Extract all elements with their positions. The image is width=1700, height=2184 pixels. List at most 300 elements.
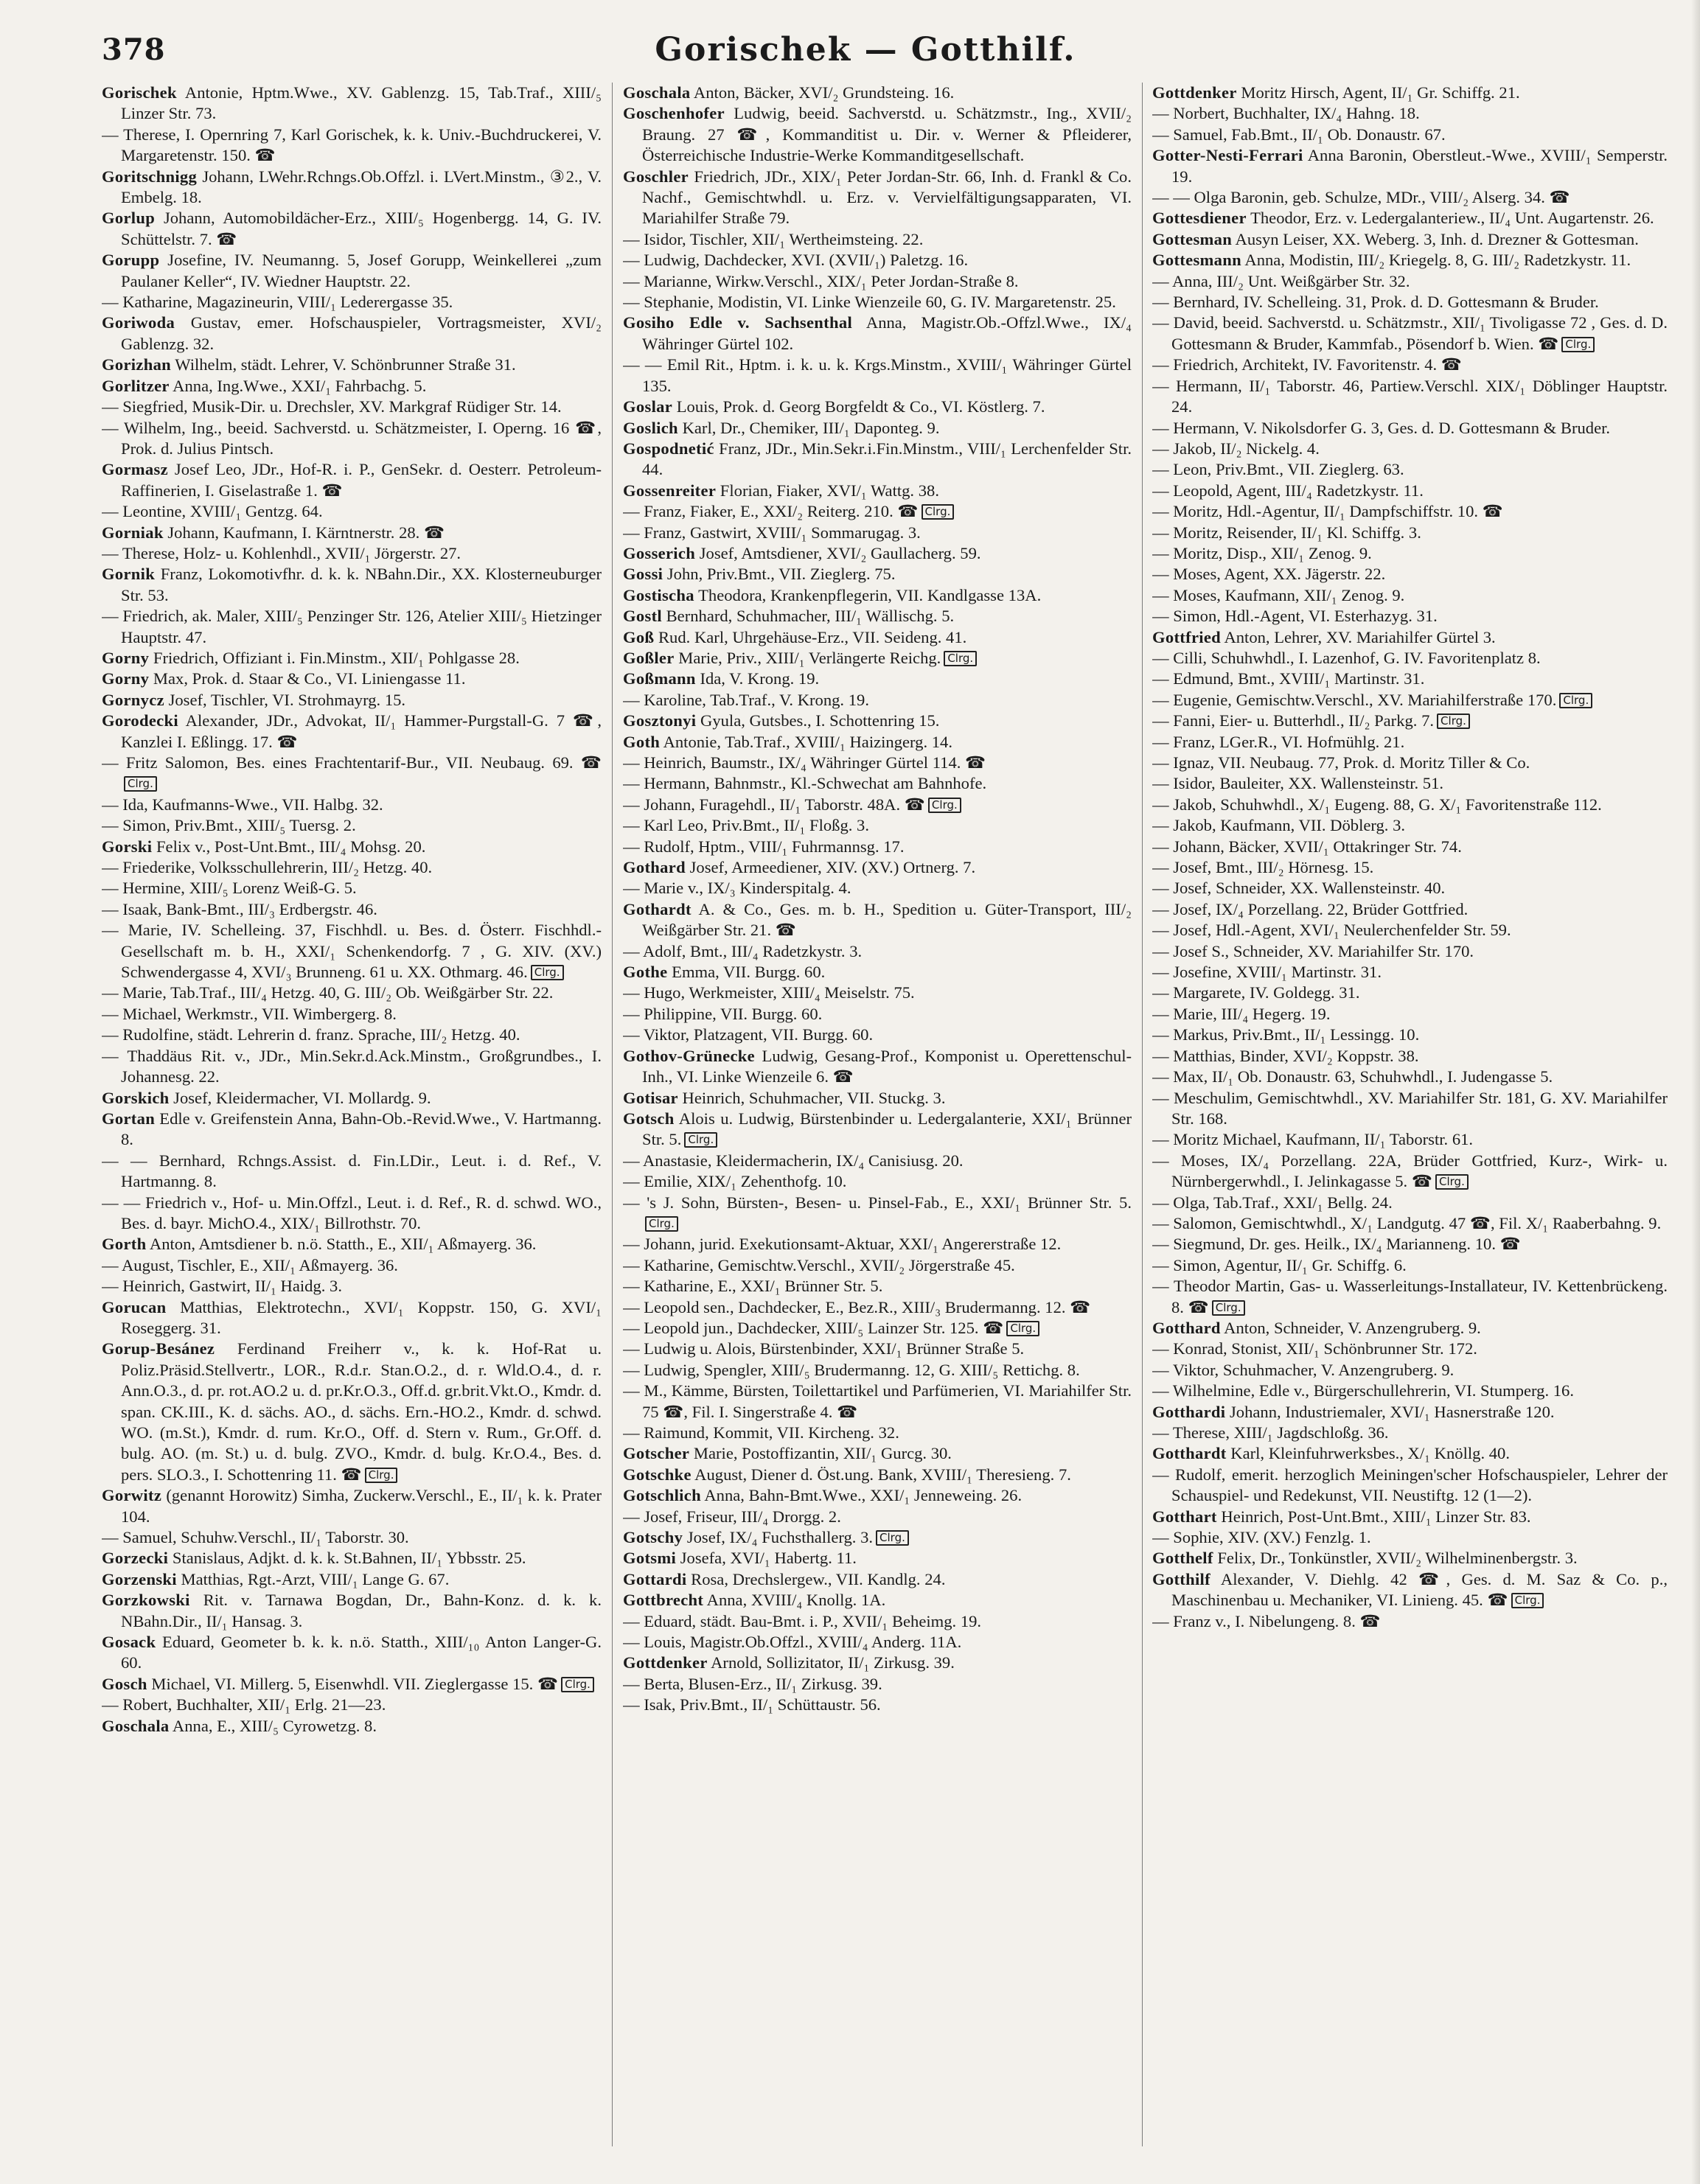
- entry-details: — Josef S., Schneider, XV. Mariahilfer Str. 170.: [1152, 941, 1474, 960]
- directory-subentry: [1152, 313, 1668, 355]
- directory-subentry: [1152, 795, 1668, 815]
- entry-details: — Simon, Agentur, II/₁ Gr. Schiffg. 6.: [1152, 1255, 1407, 1274]
- entry-details: Ida, V. Krong. 19.: [695, 669, 820, 688]
- column-divider: [1142, 83, 1143, 2146]
- entry-details: Anna, Magistr.Ob.-Offzl.Wwe., IX/₄ Währinger Gürtel 102.: [642, 313, 1132, 353]
- entry-details: — Josef, IX/₄ Porzellang. 22, Brüder Gottfried.: [1152, 899, 1469, 918]
- directory-entry: [102, 523, 602, 543]
- entry-details: — Josef, Hdl.-Agent, XVI/₁ Neulerchenfelder Str. 59.: [1152, 921, 1511, 940]
- entry-details: — — Emil Rit., Hptm. i. k. u. k. Krgs.Minstm., XVIII/₁ Währinger Gürtel 135.: [623, 355, 1132, 395]
- directory-subentry: [1152, 1151, 1668, 1193]
- directory-subentry: [1152, 564, 1668, 585]
- directory-subentry: [623, 878, 1132, 899]
- entry-details: — Heinrich, Baumstr., IX/₄ Währinger Gürtel 114. ☎: [623, 753, 986, 772]
- directory-subentry: [623, 1151, 1132, 1171]
- entry-surname: Gostischa: [623, 585, 694, 604]
- entry-details: — Therese, Holz- u. Kohlenhdl., XVII/₁ Jörgerstr. 27.: [102, 543, 461, 562]
- entry-details: Franz, Lokomotivfhr. d. k. k. NBahn.Dir., XX. Klosterneuburger Str. 53.: [121, 565, 602, 604]
- directory-subentry: [1152, 920, 1668, 941]
- entry-details: — Franz, Fiaker, E., XXI/₂ Reiterg. 210. ☎: [623, 502, 919, 521]
- entry-surname: Gorski: [102, 837, 153, 856]
- directory-entry: [623, 1548, 1132, 1569]
- directory-entry: [623, 103, 1132, 166]
- directory-subentry: [623, 773, 1132, 794]
- directory-subentry: [1152, 543, 1668, 564]
- directory-subentry: [102, 795, 602, 815]
- entry-details: — Simon, Priv.Bmt., XIII/₅ Tuersg. 2.: [102, 816, 356, 835]
- directory-entry: [623, 1569, 1132, 1590]
- entry-details: Josefa, XVI/₁ Habertg. 11.: [676, 1549, 857, 1568]
- clrg-stamp-badge: Clrg.: [1006, 1321, 1039, 1336]
- entry-details: — Salomon, Gemischtwhdl., X/₁ Landgutg. 47 ☎, Fil. X/₁ Raaberbahng. 9.: [1152, 1213, 1662, 1232]
- directory-subentry: [1152, 481, 1668, 501]
- entry-details: Eduard, Geometer b. k. k. n.ö. Statth., XIII/₁₀ Anton Langer-G. 60.: [121, 1633, 602, 1672]
- directory-subentry: [1152, 1276, 1668, 1318]
- entry-details: — Moritz, Disp., XII/₁ Zenog. 9.: [1152, 543, 1372, 562]
- entry-surname: Gotschlich: [623, 1486, 701, 1505]
- entry-details: — Leopold, Agent, III/₄ Radetzkystr. 11.: [1152, 481, 1424, 500]
- directory-subentry: [1152, 1255, 1668, 1276]
- entry-surname: Gottesman: [1152, 229, 1233, 248]
- entry-details: Marie, Priv., XIII/₁ Verlängerte Reichg.: [674, 648, 941, 667]
- entry-details: — August, Tischler, E., XII/₁ Aßmayerg. 36.: [102, 1255, 398, 1274]
- directory-subentry: [623, 1193, 1132, 1235]
- entry-details: — Franz, LGer.R., VI. Hofmühlg. 21.: [1152, 732, 1405, 751]
- entry-surname: Gorlup: [102, 209, 156, 228]
- entry-surname: Gorupp: [102, 251, 160, 270]
- clrg-stamp-badge: Clrg.: [944, 651, 977, 666]
- directory-subentry: [1152, 187, 1668, 208]
- entry-details: — Ludwig, Spengler, XIII/₅ Brudermanng. 12, G. XIII/₅ Rettichg. 8.: [623, 1360, 1080, 1379]
- entry-details: — Moses, Agent, XX. Jägerstr. 22.: [1152, 565, 1386, 584]
- entry-surname: Goritschnigg: [102, 167, 198, 186]
- entry-surname: Gottesdiener: [1152, 209, 1247, 228]
- entry-details: — Josef, Friseur, III/₄ Drorgg. 2.: [623, 1507, 841, 1526]
- entry-details: Ferdinand Freiherr v., k. k. Hof-Rat u. Poliz.Präsid.Stellvertr., LOR., R.d.r. Stan.O.2., d. r. Wld.O.4., d. r. Ann.O.3., d. pr. rot.AO.2 u. d. pr.Kr.O.3., Off.d. gr.brit.Vkt.O., Kmdr. d. span. CK.III., K. d. sächs. AO., d. sächs. Ern.-HO.2., Kmdr. d. schwd. WO. (m.St.), Kmdr. d. rum. Kr.O., Off. d. Stern v. Rum., Gr.Off. d. bulg. AO. (m. St.) u. d. bulg. ZVO., Kmdr. d. bulg. Kr.O.4., Bes. d. pers. SLO.3., I. Schottenring 11. ☎: [121, 1339, 602, 1484]
- entry-surname: Gotschke: [623, 1465, 692, 1484]
- entry-details: — Simon, Hdl.-Agent, VI. Esterhazyg. 31.: [1152, 607, 1438, 626]
- entry-details: — Viktor, Platzagent, VII. Burgg. 60.: [623, 1025, 874, 1044]
- directory-entry: [1152, 1569, 1668, 1611]
- directory-subentry: [1152, 376, 1668, 418]
- directory-subentry: [623, 501, 1132, 522]
- entry-details: — Hugo, Werkmeister, XIII/₄ Meiselstr. 75.: [623, 983, 915, 1002]
- directory-entry: [102, 1088, 602, 1109]
- directory-entry: [623, 313, 1132, 355]
- column-3: [1152, 83, 1668, 2146]
- entry-surname: Gorzkowski: [102, 1591, 190, 1610]
- entry-details: — Moses, Kaufmann, XII/₁ Zenog. 9.: [1152, 585, 1405, 604]
- directory-subentry: [1152, 857, 1668, 878]
- directory-entry: [623, 1443, 1132, 1464]
- entry-details: — Sophie, XIV. (XV.) Fenzlg. 1.: [1152, 1528, 1371, 1547]
- directory-subentry: [1152, 837, 1668, 857]
- entry-details: — David, beeid. Sachverstd. u. Schätzmstr., XII/₁ Tivoligasse 72 , Ges. d. D. Gottesmann & Bruder, Kammfab., Pösendorf b. Wien. ☎: [1152, 313, 1668, 353]
- entry-surname: Gotter-Nesti-Ferrari: [1152, 146, 1303, 165]
- entry-details: — Berta, Blusen-Erz., II/₁ Zirkusg. 39.: [623, 1674, 882, 1693]
- directory-entry: [102, 1234, 602, 1255]
- directory-entry: [623, 627, 1132, 648]
- clrg-stamp-badge: Clrg.: [1559, 693, 1592, 708]
- entry-surname: Goßmann: [623, 669, 696, 688]
- directory-entry: [623, 606, 1132, 627]
- clrg-stamp-badge: Clrg.: [531, 965, 564, 980]
- clrg-stamp-badge: Clrg.: [1561, 337, 1595, 352]
- directory-entry: [1152, 145, 1668, 187]
- entry-details: — Anastasie, Kleidermacherin, IX/₄ Canisiusg. 20.: [623, 1151, 964, 1170]
- entry-surname: Gotisar: [623, 1088, 678, 1107]
- entry-surname: Gottbrecht: [623, 1591, 704, 1610]
- entry-details: Edle v. Greifenstein Anna, Bahn-Ob.-Revid.Wwe., V. Hartmanng. 8.: [121, 1109, 602, 1149]
- directory-subentry: [1152, 585, 1668, 606]
- directory-subentry: [102, 397, 602, 417]
- directory-subentry: [1152, 418, 1668, 439]
- entry-details: Florian, Fiaker, XVI/₁ Wattg. 38.: [716, 481, 939, 500]
- entry-details: — Meschulim, Gemischtwhdl., XV. Mariahilfer Str. 181, G. XV. Mariahilfer Str. 168.: [1152, 1088, 1668, 1128]
- entry-details: — Isidor, Bauleiter, XX. Wallensteinstr. 51.: [1152, 774, 1444, 793]
- directory-subentry: [1152, 439, 1668, 459]
- directory-subentry: [623, 523, 1132, 543]
- entry-surname: Gorlitzer: [102, 376, 170, 395]
- clrg-stamp-badge: Clrg.: [928, 798, 961, 813]
- directory-entry: [1152, 1548, 1668, 1569]
- entry-details: Max, Prok. d. Staar & Co., VI. Liniengasse 11.: [149, 669, 466, 688]
- entry-details: — Siegfried, Musik-Dir. u. Drechsler, XV. Markgraf Rüdiger Str. 14.: [102, 397, 562, 416]
- directory-entry: [623, 585, 1132, 606]
- directory-subentry: [102, 1151, 602, 1193]
- entry-surname: Goßler: [623, 648, 675, 667]
- entry-surname: Gottfried: [1152, 627, 1222, 646]
- directory-subentry: [102, 1193, 602, 1235]
- directory-entry: [102, 690, 602, 711]
- directory-entry: [1152, 208, 1668, 228]
- directory-subentry: [1152, 711, 1668, 731]
- entry-details: — Leontine, XVIII/₁ Gentzg. 64.: [102, 502, 323, 521]
- directory-entry: [102, 459, 602, 501]
- entry-details: — Margarete, IV. Goldegg. 31.: [1152, 983, 1360, 1002]
- directory-subentry: [102, 1255, 602, 1276]
- entry-details: Felix, Dr., Tonkünstler, XVII/₂ Wilhelminenbergstr. 3.: [1213, 1549, 1578, 1568]
- directory-entry: [1152, 83, 1668, 103]
- directory-subentry: [623, 229, 1132, 250]
- entry-details: Anna, Bahn-Bmt.Wwe., XXI/₁ Jenneweing. 26.: [700, 1486, 1023, 1505]
- entry-details: Alois u. Ludwig, Bürstenbinder u. Ledergalanterie, XXI/₁ Brünner Str. 5.: [642, 1109, 1132, 1149]
- directory-subentry: [1152, 648, 1668, 669]
- directory-subentry: [1152, 878, 1668, 899]
- directory-subentry: [1152, 1381, 1668, 1401]
- directory-subentry: [1152, 103, 1668, 124]
- entry-details: — Friederike, Volksschullehrerin, III/₂ Hetzg. 40.: [102, 858, 433, 877]
- entry-details: — Thaddäus Rit. v., JDr., Min.Sekr.d.Ack.Minstm., Großgrundbes., I. Johannesg. 22.: [102, 1046, 602, 1086]
- directory-entry: [623, 418, 1132, 439]
- entry-details: Matthias, Rgt.-Arzt, VIII/₁ Lange G. 67.: [176, 1569, 450, 1588]
- entry-surname: Gotthardt: [1152, 1444, 1227, 1463]
- entry-details: — Marie, III/₄ Hegerg. 19.: [1152, 1004, 1331, 1023]
- directory-subentry: [102, 1025, 602, 1045]
- entry-details: — Katharine, E., XXI/₁ Brünner Str. 5.: [623, 1277, 883, 1296]
- directory-subentry: [1152, 815, 1668, 836]
- entry-surname: Gosztonyi: [623, 711, 697, 730]
- directory-entry: [623, 543, 1132, 564]
- entry-details: — Samuel, Schuhw.Verschl., II/₁ Taborstr. 30.: [102, 1528, 409, 1547]
- directory-entry: [102, 208, 602, 250]
- running-head: Gorischek — Gotthilf.: [655, 31, 1076, 69]
- entry-details: Franz, JDr., Min.Sekr.i.Fin.Minstm., VIII/₁ Lerchenfelder Str. 44.: [642, 439, 1132, 479]
- directory-subentry: [623, 1318, 1132, 1339]
- entry-details: — Wilhelm, Ing., beeid. Sachverstd. u. Schätzmeister, I. Operng. 16 ☎, Prok. d. Julius Pintsch.: [102, 418, 602, 458]
- entry-details: August, Diener d. Öst.ung. Bank, XVIII/₁ Theresieng. 7.: [691, 1465, 1071, 1484]
- directory-entry: [623, 732, 1132, 753]
- entry-details: Heinrich, Schuhmacher, VII. Stuckg. 3.: [677, 1088, 946, 1107]
- entry-details: — Stephanie, Modistin, VI. Linke Wienzeile 60, G. IV. Margaretenstr. 25.: [623, 293, 1116, 312]
- entry-details: Josef, Armeediener, XIV. (XV.) Ortnerg. 7.: [685, 858, 976, 877]
- directory-subentry: [102, 292, 602, 313]
- entry-details: Rud. Karl, Uhrgehäuse-Erz., VII. Seideng. 41.: [654, 627, 967, 646]
- directory-subentry: [1152, 773, 1668, 794]
- directory-subentry: [1152, 1129, 1668, 1150]
- entry-details: — Viktor, Schuhmacher, V. Anzengruberg. 9.: [1152, 1360, 1455, 1379]
- entry-surname: Goslich: [623, 418, 678, 437]
- entry-surname: Gotthart: [1152, 1507, 1217, 1526]
- directory-subentry: [1152, 1067, 1668, 1087]
- entry-surname: Gorny: [102, 648, 150, 667]
- entry-surname: Gotthard: [1152, 1318, 1221, 1337]
- directory-subentry: [1152, 292, 1668, 313]
- entry-surname: Goschala: [102, 1716, 170, 1735]
- entry-details: — Wilhelmine, Edle v., Bürgerschullehrerin, VI. Stumperg. 16.: [1152, 1381, 1575, 1400]
- entry-details: Felix v., Post-Unt.Bmt., III/₄ Mohsg. 20.: [152, 837, 426, 856]
- entry-details: — Johann, Bäcker, XVII/₁ Ottakringer Str. 74.: [1152, 837, 1462, 856]
- entry-surname: Gosch: [102, 1674, 147, 1693]
- entry-details: — Michael, Werkmstr., VII. Wimbergerg. 8.: [102, 1004, 397, 1023]
- entry-surname: Goschenhofer: [623, 104, 725, 123]
- entry-details: Friedrich, JDr., XIX/₁ Peter Jordan-Str. 66, Inh. d. Frankl & Co. Nachf., Gemischtwhdl. u. Erz. v. Vervielfältigungsapparaten, VI. Mariahilfer Straße 79.: [642, 167, 1132, 228]
- entry-details: — Josefine, XVIII/₁ Martinstr. 31.: [1152, 963, 1382, 982]
- entry-details: — Marianne, Wirkw.Verschl., XIX/₁ Peter Jordan-Straße 8.: [623, 271, 1019, 290]
- entry-details: Antonie, Tab.Traf., XVIII/₁ Haizingerg. 14.: [660, 732, 952, 751]
- page-number: 378: [102, 32, 166, 67]
- entry-details: — Theodor Martin, Gas- u. Wasserleitungs-Installateur, IV. Kettenbrückeng. 8. ☎: [1152, 1277, 1668, 1316]
- entry-surname: Gorskich: [102, 1088, 170, 1107]
- entry-details: — — Olga Baronin, geb. Schulze, MDr., VIII/₂ Alserg. 34. ☎: [1152, 188, 1570, 207]
- directory-entry: [102, 1109, 602, 1151]
- directory-entry: [623, 962, 1132, 983]
- entry-details: Ausyn Leiser, XX. Weberg. 3, Inh. d. Drezner & Gottesman.: [1232, 229, 1639, 248]
- directory-subentry: [1152, 690, 1668, 711]
- directory-entry: [623, 564, 1132, 585]
- directory-subentry: [102, 606, 602, 648]
- directory-entry: [102, 1548, 602, 1569]
- entry-surname: Gotschy: [623, 1528, 683, 1547]
- directory-entry: [102, 1297, 602, 1339]
- directory-subentry: [102, 815, 602, 836]
- entry-details: — Raimund, Kommit, VII. Kircheng. 32.: [623, 1423, 899, 1442]
- directory-subentry: [102, 543, 602, 564]
- directory-subentry: [623, 753, 1132, 773]
- entry-surname: Gornik: [102, 565, 156, 584]
- directory-subentry: [1152, 1193, 1668, 1213]
- directory-subentry: [1152, 1339, 1668, 1359]
- entry-details: — Moritz, Reisender, II/₁ Kl. Schiffg. 3.: [1152, 523, 1421, 542]
- entry-surname: Gotthardi: [1152, 1402, 1226, 1421]
- entry-surname: Goß: [623, 627, 655, 646]
- entry-details: — Hermann, Bahnmstr., Kl.-Schwechat am Bahnhofe.: [623, 774, 987, 793]
- entry-details: — Fanni, Eier- u. Butterhdl., II/₂ Parkg. 7.: [1152, 711, 1435, 730]
- entry-details: Anton, Bäcker, XVI/₂ Grundsteing. 16.: [690, 83, 955, 102]
- directory-entry: [102, 1590, 602, 1632]
- directory-subentry: [1152, 606, 1668, 627]
- entry-details: — Cilli, Schuhwhdl., I. Lazenhof, G. IV. Favoritenplatz 8.: [1152, 648, 1541, 667]
- entry-surname: Gossi: [623, 565, 663, 584]
- entry-details: — Edmund, Bmt., XVIII/₁ Martinstr. 31.: [1152, 669, 1425, 688]
- directory-subentry: [102, 1046, 602, 1088]
- directory-subentry: [623, 1360, 1132, 1381]
- entry-details: Stanislaus, Adjkt. d. k. k. St.Bahnen, II/₁ Ybbsstr. 25.: [168, 1549, 526, 1568]
- directory-subentry: [1152, 501, 1668, 522]
- entry-details: — Leopold sen., Dachdecker, E., Bez.R., XIII/₃ Brudermanng. 12. ☎: [623, 1297, 1091, 1316]
- entry-details: — Jakob, Kaufmann, VII. Döblerg. 3.: [1152, 816, 1406, 835]
- entry-surname: Gostl: [623, 607, 662, 626]
- clrg-stamp-badge: Clrg.: [365, 1468, 398, 1483]
- clrg-stamp-badge: Clrg.: [1437, 714, 1470, 729]
- entry-details: Rosa, Drechslergew., VII. Kandlg. 24.: [686, 1569, 946, 1588]
- directory-subentry: [1152, 1465, 1668, 1507]
- directory-entry: [102, 837, 602, 857]
- directory-subentry: [1152, 983, 1668, 1003]
- entry-surname: Goschler: [623, 167, 689, 186]
- entry-details: Emma, VII. Burgg. 60.: [667, 963, 826, 982]
- entry-details: Marie, Postoffizantin, XII/₁ Gurcg. 30.: [689, 1444, 952, 1463]
- entry-details: — Ignaz, VII. Neubaug. 77, Prok. d. Moritz Tiller & Co.: [1152, 753, 1530, 772]
- directory-subentry: [623, 1632, 1132, 1653]
- directory-subentry: [623, 1695, 1132, 1715]
- entry-details: — M., Kämme, Bürsten, Toilettartikel und Parfümerien, VI. Mariahilfer Str. 75 ☎, Fil. I. Singerstraße 4. ☎: [623, 1381, 1132, 1421]
- entry-details: Rit. v. Tarnawa Bogdan, Dr., Bahn-Konz. d. k. k. NBahn.Dir., II/₁ Hansag. 3.: [121, 1591, 602, 1630]
- clrg-stamp-badge: Clrg.: [645, 1216, 678, 1232]
- entry-details: Ludwig, Gesang-Prof., Komponist u. Operettenschul-Inh., VI. Linke Wienzeile 6. ☎: [642, 1046, 1132, 1086]
- entry-surname: Gotthilf: [1152, 1569, 1210, 1588]
- directory-subentry: [1152, 1213, 1668, 1234]
- entry-surname: Gortan: [102, 1109, 156, 1128]
- clrg-stamp-badge: Clrg.: [922, 504, 955, 520]
- directory-subentry: [623, 1423, 1132, 1443]
- entry-details: — Jakob, II/₂ Nickelg. 4.: [1152, 439, 1320, 458]
- entry-surname: Gosack: [102, 1633, 156, 1652]
- directory-subentry: [1152, 271, 1668, 292]
- entry-details: — Hermann, V. Nikolsdorfer G. 3, Ges. d. D. Gottesmann & Bruder.: [1152, 418, 1611, 437]
- entry-surname: Gosserich: [623, 543, 696, 562]
- directory-entry: [623, 397, 1132, 417]
- directory-subentry: [623, 1234, 1132, 1255]
- entry-details: — Bernhard, IV. Schelleing. 31, Prok. d. D. Gottesmann & Bruder.: [1152, 293, 1599, 312]
- directory-subentry: [1152, 1004, 1668, 1025]
- entry-surname: Gorischek: [102, 83, 177, 102]
- entry-surname: Gorzenski: [102, 1569, 177, 1588]
- entry-details: John, Priv.Bmt., VII. Zieglerg. 75.: [663, 565, 896, 584]
- directory-subentry: [102, 1276, 602, 1297]
- directory-subentry: [623, 1025, 1132, 1045]
- entry-details: Johann, Industriemaler, XVI/₁ Hasnerstraße 120.: [1225, 1402, 1555, 1421]
- entry-details: — Eugenie, Gemischtw.Verschl., XV. Mariahilferstraße 170.: [1152, 690, 1557, 709]
- directory-entry: [102, 250, 602, 292]
- entry-surname: Gorwitz: [102, 1486, 162, 1505]
- directory-entry: [623, 1046, 1132, 1088]
- entry-surname: Goth: [623, 732, 661, 751]
- directory-subentry: [623, 815, 1132, 836]
- clrg-stamp-badge: Clrg.: [1511, 1593, 1544, 1608]
- clrg-stamp-badge: Clrg.: [561, 1677, 594, 1692]
- entry-details: — — Friedrich v., Hof- u. Min.Offzl., Leut. i. d. Ref., R. d. schwd. WO., Bes. d. bayr. MichO.4., XIX/₁ Billrothstr. 70.: [102, 1193, 602, 1232]
- directory-columns: [102, 83, 1668, 2146]
- entry-surname: Gottdenker: [623, 1653, 708, 1672]
- entry-details: Antonie, Hptm.Wwe., XV. Gablenzg. 15, Tab.Traf., XIII/₅ Linzer Str. 73.: [121, 83, 602, 123]
- entry-surname: Gothard: [623, 858, 686, 877]
- directory-entry: [102, 83, 602, 125]
- entry-details: — Olga, Tab.Traf., XXI/₁ Bellg. 24.: [1152, 1193, 1393, 1212]
- entry-details: — Franz, Gastwirt, XVIII/₁ Sommarugag. 3.: [623, 523, 921, 542]
- directory-entry: [1152, 1402, 1668, 1423]
- directory-subentry: [623, 837, 1132, 857]
- entry-details: — Rudolfine, städt. Lehrerin d. franz. Sprache, III/₂ Hetzg. 40.: [102, 1025, 520, 1044]
- directory-entry: [102, 376, 602, 397]
- entry-details: — 's J. Sohn, Bürsten-, Besen- u. Pinsel-Fab., E., XXI/₁ Brünner Str. 5.: [623, 1193, 1132, 1212]
- column-divider: [612, 83, 613, 2146]
- entry-details: — Josef, Bmt., III/₂ Hörnesg. 15.: [1152, 858, 1374, 877]
- directory-entry: [1152, 229, 1668, 250]
- entry-surname: Gottdenker: [1152, 83, 1237, 102]
- directory-subentry: [1152, 899, 1668, 920]
- entry-surname: Gormasz: [102, 460, 168, 479]
- entry-details: — Jakob, Schuhwhdl., X/₁ Eugeng. 88, G. X/₁ Favoritenstraße 112.: [1152, 795, 1602, 814]
- entry-details: — Anna, III/₂ Unt. Weißgärber Str. 32.: [1152, 271, 1410, 290]
- entry-surname: Gossenreiter: [623, 481, 717, 500]
- directory-entry: [102, 1569, 602, 1590]
- directory-subentry: [102, 899, 602, 920]
- entry-details: Anna Baronin, Oberstleut.-Wwe., XVIII/₁ Semperstr. 19.: [1171, 146, 1668, 186]
- directory-subentry: [623, 690, 1132, 711]
- directory-entry: [623, 857, 1132, 878]
- directory-entry: [623, 167, 1132, 229]
- column-2: [623, 83, 1132, 2146]
- entry-details: — Philippine, VII. Burgg. 60.: [623, 1004, 823, 1023]
- entry-details: Gyula, Gutsbes., I. Schottenring 15.: [696, 711, 940, 730]
- entry-details: — — Bernhard, Rchngs.Assist. d. Fin.LDir., Leut. i. d. Ref., V. Hartmanng. 8.: [102, 1151, 602, 1191]
- entry-details: — Friedrich, Architekt, IV. Favoritenstr. 4. ☎: [1152, 355, 1462, 374]
- directory-subentry: [623, 1276, 1132, 1297]
- clrg-stamp-badge: Clrg.: [1435, 1174, 1469, 1190]
- entry-details: — Max, II/₁ Ob. Donaustr. 63, Schuhwhdl., I. Judengasse 5.: [1152, 1067, 1553, 1086]
- entry-details: — Fritz Salomon, Bes. eines Frachtentarif-Bur., VII. Neubaug. 69. ☎: [102, 753, 602, 772]
- entry-details: — Moritz, Hdl.-Agentur, II/₁ Dampfschiffstr. 10. ☎: [1152, 502, 1503, 521]
- directory-subentry: [623, 355, 1132, 397]
- entry-surname: Gottesmann: [1152, 251, 1241, 270]
- directory-entry: [102, 669, 602, 689]
- directory-subentry: [623, 1339, 1132, 1359]
- entry-surname: Gotsmi: [623, 1549, 677, 1568]
- directory-entry: [623, 1109, 1132, 1151]
- entry-details: Johann, LWehr.Rchngs.Ob.Offzl. i. LVert.Minstm., ③2., V. Embelg. 18.: [121, 167, 602, 207]
- entry-details: — Emilie, XIX/₁ Zehenthofg. 10.: [623, 1172, 847, 1191]
- directory-entry: [102, 1674, 602, 1695]
- clrg-stamp-badge: Clrg.: [684, 1132, 717, 1148]
- directory-subentry: [1152, 1611, 1668, 1632]
- directory-entry: [623, 1590, 1132, 1611]
- directory-subentry: [1152, 1046, 1668, 1067]
- directory-subentry: [102, 125, 602, 167]
- directory-entry: [623, 1465, 1132, 1485]
- directory-entry: [1152, 1443, 1668, 1464]
- entry-details: — Samuel, Fab.Bmt., II/₁ Ob. Donaustr. 67.: [1152, 125, 1446, 144]
